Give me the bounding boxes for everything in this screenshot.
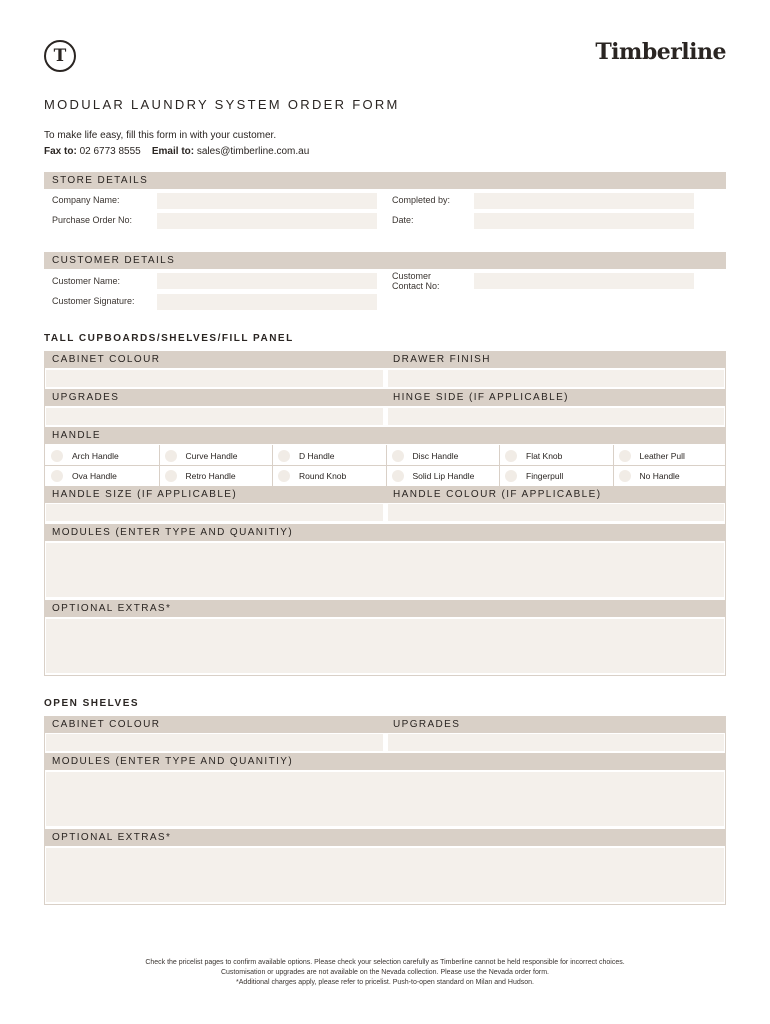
handle-option[interactable] [505,466,563,486]
completed-by-field[interactable] [474,193,694,209]
email-label: Email to: [151,146,195,157]
radio-icon[interactable] [165,450,177,462]
tall-optional-extras-band [45,600,725,617]
handle-option-label: No Handle [639,471,680,481]
radio-icon[interactable] [505,470,517,482]
customer-name-label: Customer Name: [52,276,121,286]
handle-option[interactable] [51,446,119,466]
handle-colour-note: (IF APPLICABLE) [501,489,602,500]
radio-icon[interactable] [51,450,63,462]
handle-size-field[interactable] [46,504,383,521]
tall-optional-extras-label: OPTIONAL EXTRAS* [52,603,172,614]
radio-icon[interactable] [51,470,63,482]
date-label: Date: [392,215,414,225]
hinge-side-note: (IF APPLICABLE) [468,392,569,403]
customer-contact-field[interactable] [474,273,694,289]
tall-cupboards-heading: TALL CUPBOARDS/SHELVES/FILL PANEL [44,333,294,344]
open-optional-extras-field[interactable] [46,848,724,902]
open-upgrades-field[interactable] [388,734,724,751]
intro-text [44,128,309,160]
hinge-side-text: HINGE SIDE [393,392,465,403]
handle-option[interactable] [165,446,238,466]
tall-modules-label: MODULES [52,527,112,538]
handle-option-label: Fingerpull [526,471,564,481]
store-details-section [44,172,726,231]
drawer-finish-field[interactable] [388,370,724,387]
footer-notes [0,958,770,988]
tall-upgrades-field[interactable] [46,408,383,425]
handle-option-label: Round Knob [299,471,347,481]
contact-line [44,144,309,160]
customer-name-field[interactable] [157,273,377,289]
open-shelves-heading: OPEN SHELVES [44,698,140,709]
handle-option-label: Leather Pull [639,451,685,461]
tall-optional-extras-field[interactable] [46,619,724,673]
purchase-order-field[interactable] [157,213,377,229]
timberline-logo-icon [44,40,76,72]
tall-modules-hint: (ENTER TYPE AND QUANITIY) [115,527,294,538]
customer-signature-field[interactable] [157,294,377,310]
open-cabinet-upgrades-band [45,716,725,733]
handle-option[interactable] [619,446,685,466]
handle-option-label: Flat Knob [526,451,563,461]
handle-option[interactable] [165,466,236,486]
tall-modules-band [45,524,725,541]
purchase-order-label: Purchase Order No: [52,215,133,225]
brand-name: Timberline [595,39,726,65]
page-title: MODULAR LAUNDRY SYSTEM ORDER FORM [44,97,400,112]
open-upgrades-label: UPGRADES [393,719,461,730]
handle-option-label: Arch Handle [72,451,119,461]
fax-value: 02 6773 8555 [79,146,141,157]
footer-line-2: Customisation or upgrades are not available on the Nevada collection. Please use the Nevada order form. [220,969,550,976]
tall-cabinet-colour-field[interactable] [46,370,383,387]
open-optional-extras-label: OPTIONAL EXTRAS* [52,832,172,843]
hinge-side-label [393,389,569,407]
radio-icon[interactable] [278,470,290,482]
footer-line-1: Check the pricelist pages to confirm available options. Please check your selection carefully as Timberline cannot be held responsible for incorrect choices. [145,959,625,966]
handle-band [45,427,725,444]
handle-option[interactable] [278,446,334,466]
tall-cupboards-section [44,351,726,676]
handle-colour-field[interactable] [388,504,724,521]
customer-details-section [44,252,726,311]
open-cabinet-colour-label: CABINET COLOUR [52,719,161,730]
radio-icon[interactable] [619,470,631,482]
customer-contact-line2: Contact No: [392,281,440,291]
handle-option[interactable] [619,466,680,486]
intro-line: To make life easy, fill this form in with your customer. [44,130,277,141]
completed-by-label: Completed by: [392,195,451,205]
radio-icon[interactable] [392,470,404,482]
handle-option-label: D Handle [299,451,335,461]
tall-modules-field[interactable] [46,543,724,597]
open-modules-hint: (ENTER TYPE AND QUANITIY) [115,756,294,767]
date-field[interactable] [474,213,694,229]
handle-colour-label [393,486,601,504]
tall-cabinet-colour-label: CABINET COLOUR [52,354,161,365]
handle-option-label: Curve Handle [185,451,238,461]
open-shelves-section [44,716,726,905]
handle-option-label: Retro Handle [185,471,236,481]
handle-option[interactable] [51,466,117,486]
grid-divider [45,465,725,466]
radio-icon[interactable] [392,450,404,462]
open-modules-label: MODULES [52,756,112,767]
handle-option-label: Disc Handle [412,451,459,461]
handle-option[interactable] [278,466,346,486]
radio-icon[interactable] [619,450,631,462]
open-optional-extras-band [45,829,725,846]
handle-colour-text: HANDLE COLOUR [393,489,498,500]
radio-icon[interactable] [165,470,177,482]
open-modules-field[interactable] [46,772,724,826]
handle-option-label: Ova Handle [72,471,117,481]
hinge-side-field[interactable] [388,408,724,425]
store-details-heading: STORE DETAILS [44,172,726,189]
upgrades-hinge-band [45,389,725,406]
logo-letter: T [53,46,67,66]
handle-option[interactable] [505,446,562,466]
drawer-finish-label: DRAWER FINISH [393,354,491,365]
handle-size-label [52,489,237,500]
company-name-field[interactable] [157,193,377,209]
customer-signature-label: Customer Signature: [52,296,135,306]
customer-details-heading: CUSTOMER DETAILS [44,252,726,269]
handle-option-label: Solid Lip Handle [412,471,475,481]
radio-icon[interactable] [505,450,517,462]
customer-row-1 [44,271,726,291]
radio-icon[interactable] [278,450,290,462]
handle-size-colour-band [45,486,725,503]
tall-upgrades-label: UPGRADES [52,392,120,403]
store-row-2 [44,211,726,231]
open-cabinet-colour-field[interactable] [46,734,383,751]
footer-line-3: *Additional charges apply, please refer to pricelist. Push-to-open standard on Milan and Hudson. [236,979,534,986]
handle-size-note: (IF APPLICABLE) [137,489,238,500]
open-modules-band [45,753,725,770]
customer-contact-line1: Customer [392,271,432,281]
customer-row-2 [44,291,726,311]
email-value: sales@timberline.com.au [196,146,310,157]
store-row-1 [44,191,726,211]
handle-label: HANDLE [52,430,101,441]
cabinet-drawer-band [45,351,725,368]
handle-option[interactable] [392,466,475,486]
company-name-label: Company Name: [52,195,120,205]
handle-size-text: HANDLE SIZE [52,489,133,500]
handle-option[interactable] [392,446,459,466]
customer-contact-label [392,271,440,291]
fax-label: Fax to: [44,146,77,157]
